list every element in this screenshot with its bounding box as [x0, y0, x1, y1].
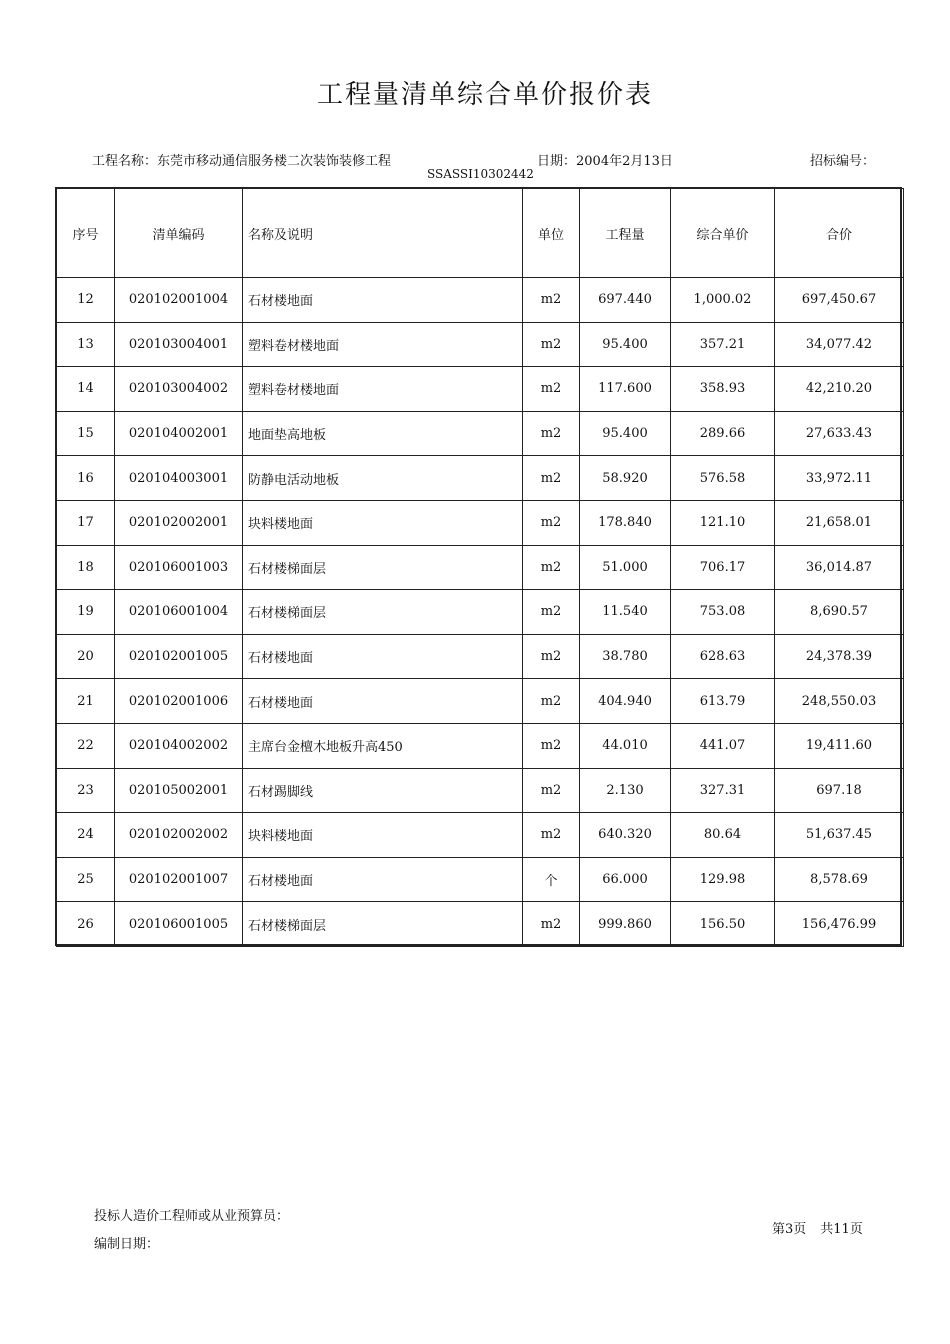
page-total: 共11页	[820, 1222, 863, 1237]
project-name: 工程名称：东莞市移动通信服务楼二次装饰装修工程	[92, 154, 392, 169]
cell-seq: 16	[57, 456, 115, 501]
col-header-code: 清单编码	[115, 189, 243, 278]
cell-seq: 22	[57, 723, 115, 768]
bid-number-label: 招标编号：	[810, 154, 876, 169]
cell-quantity: 51.000	[580, 545, 671, 590]
cell-code: 020102001004	[115, 278, 243, 323]
col-header-total: 合价	[775, 189, 904, 278]
cell-seq: 20	[57, 634, 115, 679]
cell-unit: m2	[523, 500, 580, 545]
cell-name: 石材楼地面	[243, 857, 523, 902]
cell-total: 8,690.57	[775, 590, 904, 635]
cell-seq: 21	[57, 679, 115, 724]
cell-seq: 19	[57, 590, 115, 635]
cell-unit-price: 289.66	[671, 411, 775, 456]
page-title: 工程量清单综合单价报价表	[316, 80, 653, 110]
cell-unit-price: 706.17	[671, 545, 775, 590]
col-header-unit: 单位	[523, 189, 580, 278]
col-header-quantity: 工程量	[580, 189, 671, 278]
cell-unit: m2	[523, 367, 580, 412]
cell-seq: 12	[57, 278, 115, 323]
table-row	[57, 545, 904, 590]
cell-unit: m2	[523, 768, 580, 813]
quote-table	[56, 188, 904, 947]
cell-code: 020103004002	[115, 367, 243, 412]
cell-total: 248,550.03	[775, 679, 904, 724]
cell-unit: m2	[523, 411, 580, 456]
table-row	[57, 679, 904, 724]
cell-unit-price: 121.10	[671, 500, 775, 545]
cell-quantity: 2.130	[580, 768, 671, 813]
cell-unit-price: 327.31	[671, 768, 775, 813]
cell-unit-price: 441.07	[671, 723, 775, 768]
cell-seq: 13	[57, 322, 115, 367]
cell-seq: 25	[57, 857, 115, 902]
cell-code: 020105002001	[115, 768, 243, 813]
cell-unit: m2	[523, 545, 580, 590]
cell-code: 020104002001	[115, 411, 243, 456]
table-row	[57, 367, 904, 412]
cell-total: 21,658.01	[775, 500, 904, 545]
cell-name: 主席台金檀木地板升高450	[243, 723, 523, 768]
cell-total: 24,378.39	[775, 634, 904, 679]
cell-total: 27,633.43	[775, 411, 904, 456]
cell-unit-price: 129.98	[671, 857, 775, 902]
col-header-seq: 序号	[57, 189, 115, 278]
cell-unit: 个	[523, 857, 580, 902]
cell-quantity: 117.600	[580, 367, 671, 412]
table-row	[57, 902, 904, 947]
cell-name: 石材楼梯面层	[243, 545, 523, 590]
cell-unit-price: 613.79	[671, 679, 775, 724]
cell-total: 51,637.45	[775, 813, 904, 858]
cell-total: 697.18	[775, 768, 904, 813]
cell-quantity: 11.540	[580, 590, 671, 635]
page-indicator	[772, 1218, 863, 1237]
cell-unit-price: 80.64	[671, 813, 775, 858]
estimator-label: 投标人造价工程师或从业预算员：	[94, 1209, 290, 1224]
cell-seq: 24	[57, 813, 115, 858]
cell-quantity: 404.940	[580, 679, 671, 724]
cell-code: 020106001004	[115, 590, 243, 635]
compile-date-label: 编制日期：	[94, 1237, 160, 1252]
cell-quantity: 44.010	[580, 723, 671, 768]
cell-unit: m2	[523, 679, 580, 724]
table-row	[57, 813, 904, 858]
cell-code: 020104003001	[115, 456, 243, 501]
table-row	[57, 456, 904, 501]
cell-total: 42,210.20	[775, 367, 904, 412]
cell-quantity: 95.400	[580, 411, 671, 456]
table-row	[57, 322, 904, 367]
table-row	[57, 590, 904, 635]
cell-name: 石材楼梯面层	[243, 590, 523, 635]
cell-name: 塑料卷材楼地面	[243, 322, 523, 367]
cell-quantity: 697.440	[580, 278, 671, 323]
cell-name: 石材楼梯面层	[243, 902, 523, 947]
report-date: 日期：2004年2月13日	[537, 154, 673, 169]
cell-code: 020102002002	[115, 813, 243, 858]
cell-unit: m2	[523, 634, 580, 679]
cell-code: 020106001005	[115, 902, 243, 947]
cell-unit-price: 576.58	[671, 456, 775, 501]
table-row	[57, 278, 904, 323]
cell-unit: m2	[523, 322, 580, 367]
cell-name: 块料楼地面	[243, 813, 523, 858]
cell-code: 020102001007	[115, 857, 243, 902]
cell-code: 020102002001	[115, 500, 243, 545]
cell-unit: m2	[523, 902, 580, 947]
cell-total: 156,476.99	[775, 902, 904, 947]
col-header-name: 名称及说明	[243, 189, 523, 278]
col-header-unit-price: 综合单价	[671, 189, 775, 278]
cell-seq: 26	[57, 902, 115, 947]
cell-seq: 18	[57, 545, 115, 590]
cell-total: 8,578.69	[775, 857, 904, 902]
cell-seq: 14	[57, 367, 115, 412]
cell-name: 石材楼地面	[243, 634, 523, 679]
table-body	[57, 278, 904, 947]
cell-unit-price: 1,000.02	[671, 278, 775, 323]
cell-quantity: 640.320	[580, 813, 671, 858]
bid-number-code: SSASSI10302442	[427, 167, 534, 181]
cell-name: 石材楼地面	[243, 278, 523, 323]
cell-unit: m2	[523, 590, 580, 635]
cell-unit-price: 357.21	[671, 322, 775, 367]
cell-code: 020103004001	[115, 322, 243, 367]
cell-code: 020102001005	[115, 634, 243, 679]
page-number: 第3页	[772, 1222, 807, 1237]
cell-quantity: 38.780	[580, 634, 671, 679]
cell-seq: 23	[57, 768, 115, 813]
cell-unit-price: 628.63	[671, 634, 775, 679]
cell-seq: 17	[57, 500, 115, 545]
table-row	[57, 500, 904, 545]
table-header-row	[57, 189, 904, 278]
cell-unit: m2	[523, 813, 580, 858]
cell-code: 020106001003	[115, 545, 243, 590]
cell-code: 020102001006	[115, 679, 243, 724]
cell-total: 36,014.87	[775, 545, 904, 590]
table-row	[57, 411, 904, 456]
cell-unit-price: 753.08	[671, 590, 775, 635]
table-row	[57, 857, 904, 902]
cell-total: 697,450.67	[775, 278, 904, 323]
cell-quantity: 66.000	[580, 857, 671, 902]
cell-code: 020104002002	[115, 723, 243, 768]
cell-name: 防静电活动地板	[243, 456, 523, 501]
cell-quantity: 95.400	[580, 322, 671, 367]
cell-unit-price: 358.93	[671, 367, 775, 412]
cell-quantity: 178.840	[580, 500, 671, 545]
cell-quantity: 999.860	[580, 902, 671, 947]
cell-total: 33,972.11	[775, 456, 904, 501]
cell-name: 石材踢脚线	[243, 768, 523, 813]
cell-unit-price: 156.50	[671, 902, 775, 947]
cell-total: 19,411.60	[775, 723, 904, 768]
cell-name: 地面垫高地板	[243, 411, 523, 456]
cell-name: 石材楼地面	[243, 679, 523, 724]
table-row	[57, 634, 904, 679]
cell-unit: m2	[523, 723, 580, 768]
cell-unit: m2	[523, 278, 580, 323]
table-row	[57, 723, 904, 768]
cell-seq: 15	[57, 411, 115, 456]
cell-name: 块料楼地面	[243, 500, 523, 545]
cell-quantity: 58.920	[580, 456, 671, 501]
table-row	[57, 768, 904, 813]
cell-total: 34,077.42	[775, 322, 904, 367]
cell-unit: m2	[523, 456, 580, 501]
cell-name: 塑料卷材楼地面	[243, 367, 523, 412]
